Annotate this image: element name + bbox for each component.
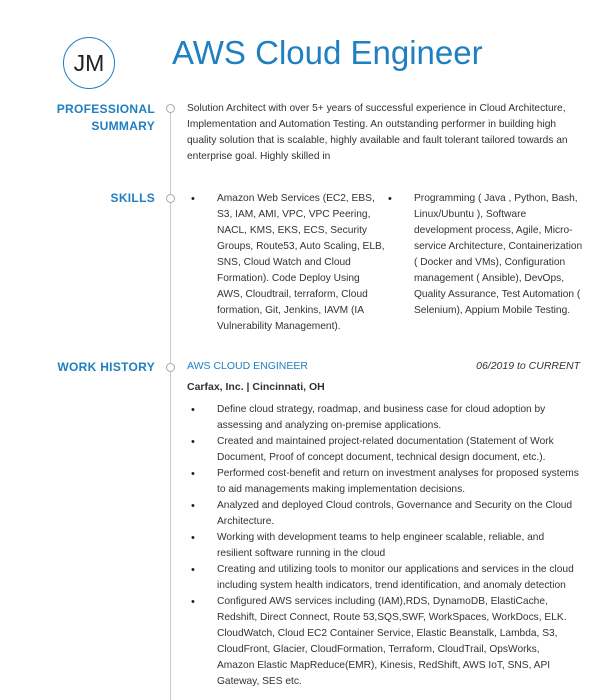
- duty-item: • Performed cost-benefit and return on investment analyses for proposed systems to aid managements making implementation decisions.: [191, 466, 579, 498]
- job-dates: 06/2019 to CURRENT: [476, 360, 580, 372]
- duty-item: • Configured AWS services including (IAM),RDS, DynamoDB, ElastiCache, Redshift, Direct Connect, Route 53,SQS,SWF, WorkSpaces, WorkDocs, ELK. CloudWatch, Cloud EC2 Container Service, Elastic Beanstalk, Lambda, S3, CloudFront, Glacier, CloudFormation, Terraform, CloudTrail, OpsWorks, Amazon Elastic MapReduce(EMR), Kinesis, RedShift, AWS IoT, SNS, API Gateway, SES etc.: [191, 594, 579, 690]
- duty-item: • Define cloud strategy, roadmap, and business case for cloud adoption by assessing and analyzing on-premise applications.: [191, 402, 579, 434]
- skills-right-list: [388, 191, 584, 319]
- duty-item: • Analyzed and deployed Cloud controls, Governance and Security on the Cloud Architecture.: [191, 498, 579, 530]
- job-title: AWS CLOUD ENGINEER: [187, 360, 308, 372]
- resume-title: AWS Cloud Engineer: [172, 34, 483, 71]
- monogram-avatar: [63, 37, 115, 89]
- skills-label: SKILLS: [110, 191, 155, 205]
- summary-label-line1: PROFESSIONAL: [56, 102, 155, 116]
- summary-label-line2: SUMMARY: [91, 119, 155, 133]
- duty-item: • Working with development teams to help engineer scalable, reliable, and resilient software running in the cloud: [191, 530, 579, 562]
- summary-timeline-dot: [166, 104, 175, 113]
- work-history-label: WORK HISTORY: [57, 360, 155, 374]
- skills-timeline-dot: [166, 194, 175, 203]
- skill-item: • Programming ( Java , Python, Bash, Linux/Ubuntu ), Software development process, Agile, Micro-service Architecture, Containerization ( Docker and VMs), Configuration management ( Ansible), DevOps, Quality Assurance, Test Automation ( Selenium), Appium Mobile Testing.: [388, 191, 584, 319]
- summary-text: Solution Architect with over 5+ years of successful experience in Cloud Architecture, Implementation and Automation Testing. An outstanding performer in building high quality solution that is scalable, highly available and fault tolerant tailored towards an enterprise goal. Highly skilled in: [187, 103, 568, 162]
- work-history-timeline-dot: [166, 363, 175, 372]
- skills-left-list: [191, 191, 387, 335]
- duty-item: • Created and maintained project-related documentation (Statement of Work Document, Proof of concept document, technical design document, etc.).: [191, 434, 579, 466]
- job-company: Carfax, Inc. | Cincinnati, OH: [187, 381, 325, 393]
- skill-item: • Amazon Web Services (EC2, EBS, S3, IAM, AMI, VPC, VPC Peering, NACL, KMS, EKS, ECS, Security Groups, Route53, Auto Scaling, ELB, SNS, Cloud Watch and Cloud Formation). Code Deploy Using AWS, Cloudtrail, terraform, Cloud formation, Git, Jenkins, IAVM (IA Vulnerability Management).: [191, 191, 387, 335]
- duty-item: • Creating and utilizing tools to monitor our applications and services in the cloud including system health indicators, trend identification, and anomaly detection: [191, 562, 579, 594]
- summary-label: [57, 101, 155, 135]
- monogram-initials: JM: [73, 49, 105, 76]
- job-duties-list: [191, 402, 579, 690]
